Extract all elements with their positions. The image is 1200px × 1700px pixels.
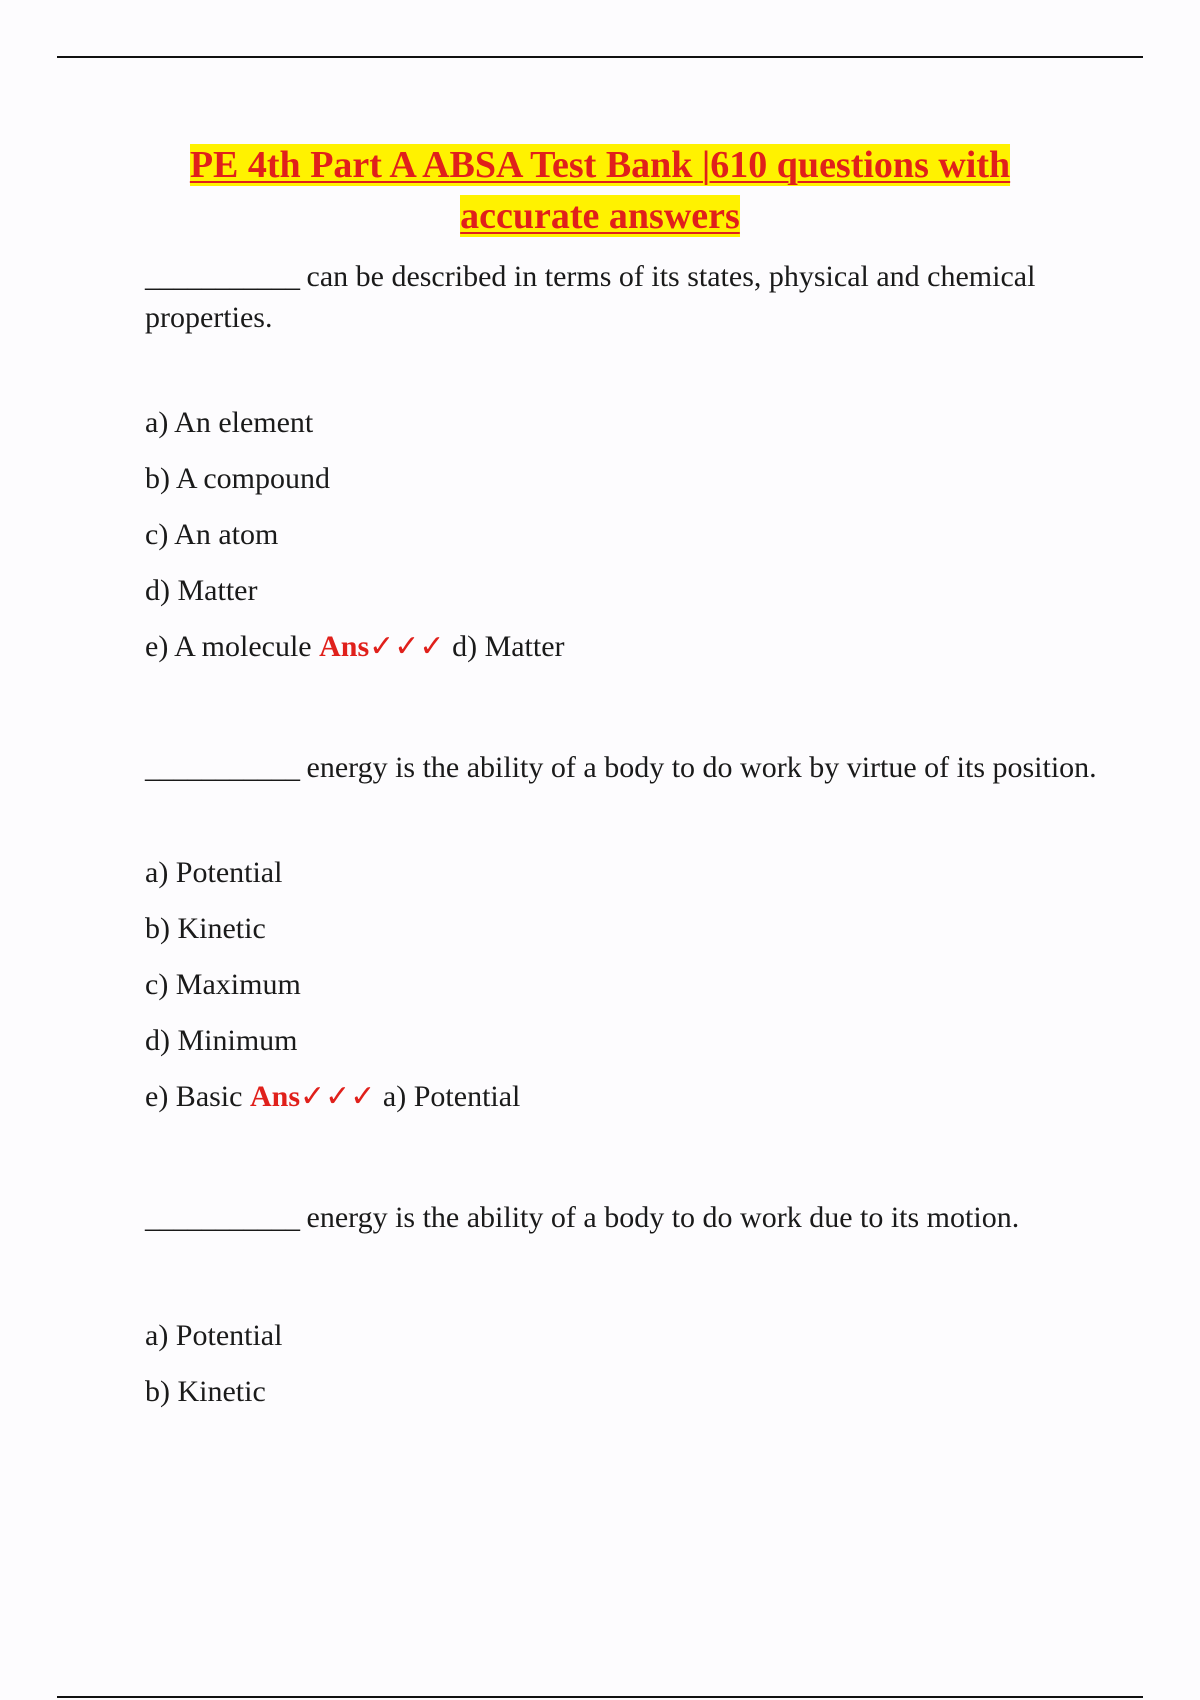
footer-rule — [57, 1696, 1143, 1698]
question-blank: ___________ — [145, 1201, 299, 1234]
header-rule — [57, 56, 1143, 58]
question-stem — [145, 1197, 1105, 1238]
answer-label: Ans — [319, 630, 370, 663]
option-item: d) Minimum — [145, 1024, 298, 1057]
answer-label: Ans — [249, 1080, 300, 1113]
option-item-last — [145, 619, 1105, 675]
check-icon: ✓✓✓ — [300, 1080, 376, 1113]
check-icon: ✓✓✓ — [369, 630, 445, 663]
option-list — [145, 1308, 1105, 1420]
question-stem — [145, 256, 1105, 338]
option-text: e) Basic — [145, 1080, 243, 1113]
question-stem — [145, 747, 1105, 788]
document-title — [100, 140, 1100, 242]
question-text: energy is the ability of a body to do work by virtue of its position. — [299, 751, 1097, 784]
question-text: energy is the ability of a body to do work due to its motion. — [299, 1201, 1020, 1234]
option-text: e) A molecule — [145, 630, 312, 663]
option-item: b) Kinetic — [145, 912, 266, 945]
option-item: a) An element — [145, 406, 314, 439]
option-item: a) Potential — [145, 856, 283, 889]
title-line-1: PE 4th Part A ABSA Test Bank |610 questions with — [189, 144, 1011, 186]
answer-text: d) Matter — [452, 630, 565, 663]
option-item: b) A compound — [145, 462, 330, 495]
option-item: c) An atom — [145, 518, 279, 551]
option-item: d) Matter — [145, 574, 258, 607]
answer-text: a) Potential — [382, 1080, 521, 1113]
question-2 — [145, 747, 1105, 1125]
option-item: a) Potential — [145, 1319, 283, 1352]
question-blank: ___________ — [145, 260, 299, 293]
option-list — [145, 395, 1105, 675]
title-line-2: accurate answers — [460, 195, 740, 237]
option-item: c) Maximum — [145, 968, 301, 1001]
option-item-last — [145, 1069, 1105, 1125]
option-list — [145, 845, 1105, 1125]
question-text: can be described in terms of its states, physical and chemical properties. — [145, 260, 1036, 334]
question-blank: ___________ — [145, 751, 299, 784]
question-3 — [145, 1197, 1105, 1420]
question-list — [145, 256, 1105, 1492]
option-item: b) Kinetic — [145, 1375, 266, 1408]
question-1 — [145, 256, 1105, 675]
